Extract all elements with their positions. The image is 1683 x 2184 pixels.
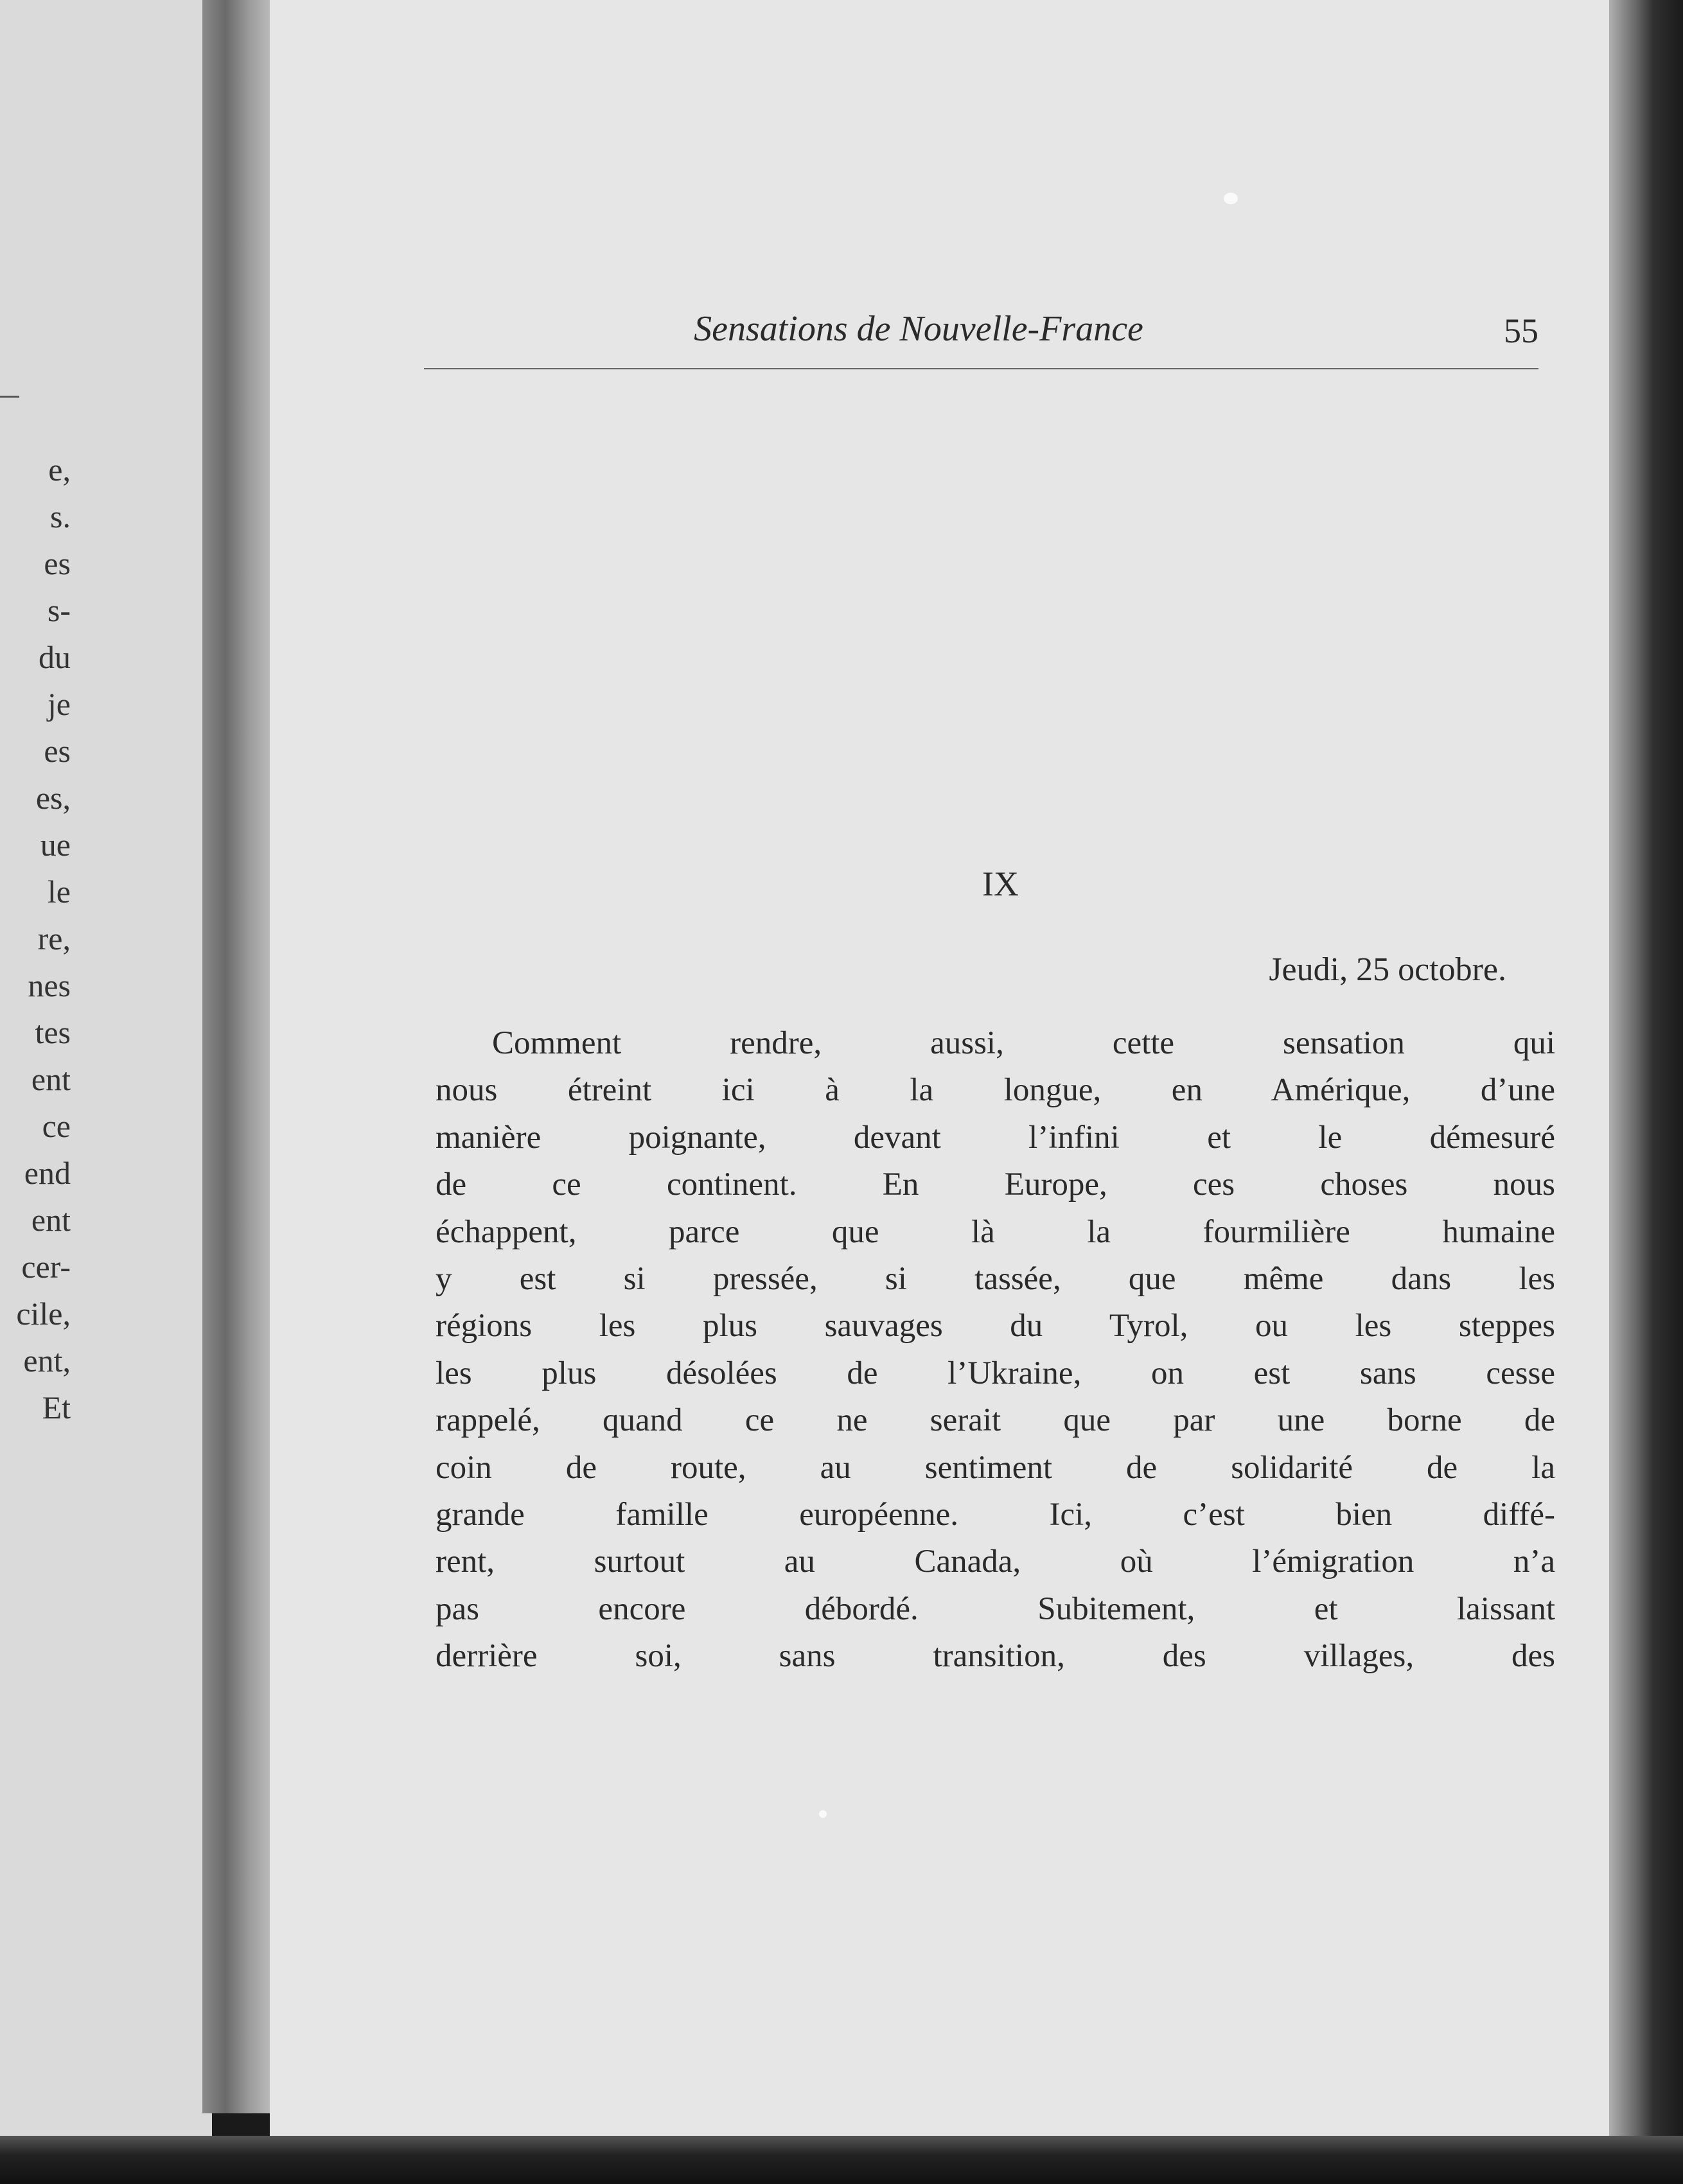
fragment-line: je: [47, 686, 71, 722]
text-line: grande famille européenne. Ici, c’est bien diffé-: [436, 1496, 1555, 1533]
running-title: Sensations de Nouvelle-France: [694, 309, 1143, 349]
text-line: y est si pressée, si tassée, que même dans les: [436, 1260, 1555, 1297]
current-page: [270, 0, 1622, 2142]
left-page-rule: [0, 396, 19, 398]
text-line: derrière soi, sans transition, des villages, des: [436, 1638, 1555, 1675]
fragment-line: ent,: [23, 1343, 71, 1378]
fragment-line: ce: [42, 1108, 71, 1144]
text-line: nous étreint ici à la longue, en Amérique, d’une: [436, 1072, 1555, 1109]
chapter-number: IX: [982, 865, 1019, 903]
page-edge-right: [1609, 0, 1683, 2184]
fragment-line: es,: [35, 780, 71, 816]
text-line: régions les plus sauvages du Tyrol, ou les steppes: [436, 1308, 1555, 1344]
book-gutter: [202, 0, 279, 2113]
paper-speck: [819, 1810, 827, 1818]
fragment-line: tes: [35, 1014, 71, 1050]
dateline: Jeudi, 25 octobre.: [1269, 951, 1506, 988]
fragment-line: s.: [50, 498, 71, 534]
text-line: manière poignante, devant l’infini et le démesuré: [436, 1119, 1555, 1156]
fragment-line: nes: [28, 967, 71, 1003]
paper-speck: [1224, 193, 1238, 204]
fragment-line: ent: [31, 1202, 71, 1238]
fragment-line: le: [47, 874, 71, 910]
text-line: pas encore débordé. Subitement, et laissant: [436, 1590, 1555, 1627]
header-rule: [424, 368, 1538, 369]
text-line: rappelé, quand ce ne serait que par une borne de: [436, 1402, 1555, 1439]
text-line: échappent, parce que là la fourmilière humaine: [436, 1213, 1555, 1250]
fragment-line: cer-: [21, 1249, 71, 1285]
text-line: coin de route, au sentiment de solidarité de la: [436, 1449, 1555, 1486]
previous-page: [0, 0, 212, 2139]
text-line: Comment rendre, aussi, cette sensation qui: [492, 1025, 1555, 1061]
text-line: de ce continent. En Europe, ces choses nous: [436, 1167, 1555, 1203]
fragment-line: re,: [37, 920, 71, 956]
body-paragraph: [436, 1020, 1555, 1680]
previous-page-text-fragments: [0, 446, 71, 1431]
fragment-line: end: [24, 1155, 71, 1191]
fragment-line: ent: [31, 1061, 71, 1097]
fragment-line: Et: [42, 1389, 71, 1425]
text-line: rent, surtout au Canada, où l’émigration n’a: [436, 1544, 1555, 1580]
fragment-line: es: [44, 733, 71, 769]
fragment-line: s-: [47, 592, 71, 628]
running-header: [424, 308, 1538, 366]
fragment-line: e,: [48, 452, 71, 488]
page-edge-bottom: [0, 2136, 1683, 2184]
page-number: 55: [1504, 312, 1538, 350]
fragment-line: es: [44, 545, 71, 581]
fragment-line: du: [39, 639, 71, 675]
fragment-line: cile,: [16, 1296, 71, 1332]
fragment-line: ue: [40, 827, 71, 863]
text-line: les plus désolées de l’Ukraine, on est sans cesse: [436, 1355, 1555, 1391]
